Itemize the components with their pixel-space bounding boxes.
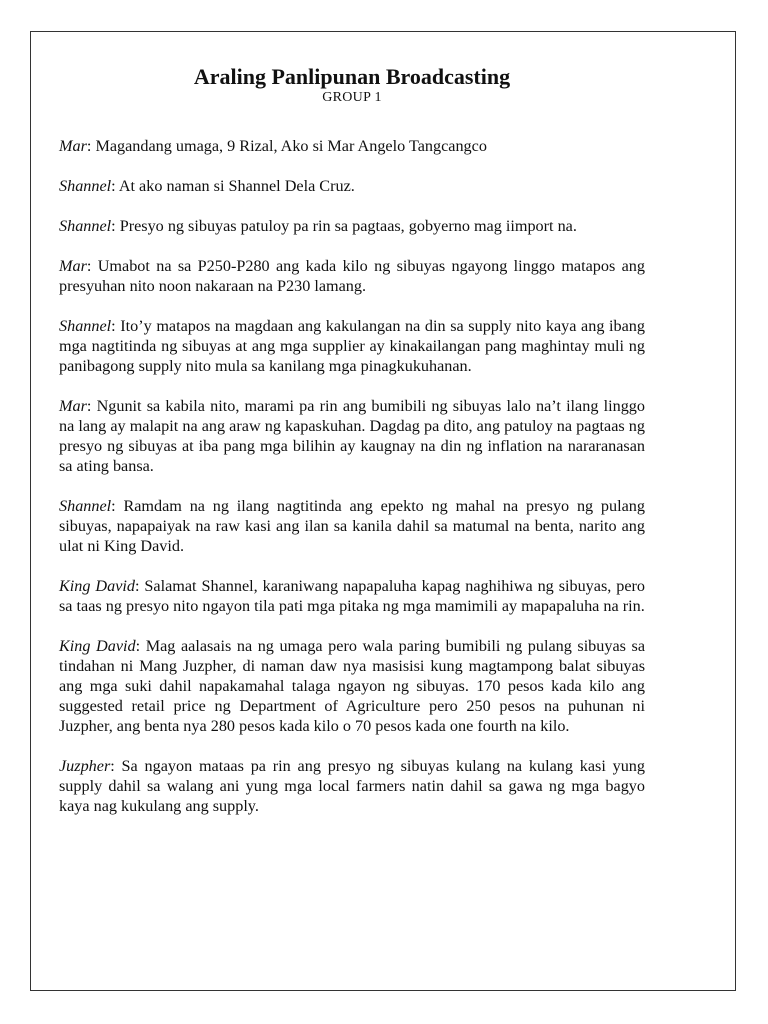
dialogue-paragraph	[59, 756, 645, 816]
dialogue-paragraph	[59, 496, 645, 556]
dialogue-text: Ngunit sa kabila nito, marami pa rin ang bumibili ng sibuyas lalo na’t ilang linggo na lang ay malapit na ang araw ng kapaskuhan. Dagdag pa dito, ang patuloy na pagtaas ng presyo ng sibuyas at iba pang mga bilihin ay kaugnay na din ng inflation na nararanasan sa ating bansa.	[59, 397, 645, 475]
speaker-name: Shannel	[59, 497, 112, 515]
speaker-name: Mar	[59, 257, 87, 275]
dialogue-text: Presyo ng sibuyas patuloy pa rin sa pagtaas, gobyerno mag iimport na.	[119, 217, 577, 235]
dialogue-paragraph	[59, 136, 645, 156]
speaker-separator: :	[135, 637, 146, 655]
document-title: Araling Panlipunan Broadcasting	[193, 64, 511, 89]
speaker-name: Shannel	[59, 217, 112, 235]
speaker-separator: :	[110, 757, 122, 775]
dialogue-paragraph	[59, 576, 645, 616]
speaker-separator: :	[111, 497, 124, 515]
speaker-separator: :	[111, 177, 119, 195]
document-subtitle: GROUP 1	[322, 90, 382, 105]
dialogue-text: Ramdam na ng ilang nagtitinda ang epekto ng mahal na presyo ng pulang sibuyas, napapaiyak na raw kasi ang ilan sa kanila dahil sa matumal na benta, narito ang ulat ni King David.	[59, 497, 645, 555]
dialogue-paragraph	[59, 256, 645, 296]
speaker-separator: :	[86, 257, 98, 275]
dialogue-paragraph	[59, 216, 645, 236]
speaker-name: King David	[59, 637, 136, 655]
dialogue-paragraph	[59, 316, 645, 376]
speaker-name: King David	[59, 577, 135, 595]
speaker-separator: :	[86, 137, 96, 155]
dialogue-text: At ako naman si Shannel Dela Cruz.	[118, 177, 355, 195]
dialogue-text: Salamat Shannel, karaniwang napapaluha kapag naghihiwa ng sibuyas, pero sa taas ng presyo nito ngayon tila pati mga pitaka ng mga mamimili ay mapapaluha na rin.	[59, 577, 645, 615]
speaker-name: Juzpher	[59, 757, 111, 775]
dialogue-text: Magandang umaga, 9 Rizal, Ako si Mar Angelo Tangcangco	[95, 137, 487, 155]
speaker-separator: :	[111, 317, 121, 335]
speaker-separator: :	[86, 397, 97, 415]
speaker-name: Mar	[59, 137, 87, 155]
dialogue-text: Mag aalasais na ng umaga pero wala paring bumibili ng pulang sibuyas sa tindahan ni Mang Juzpher, di naman daw nya masisisi kung magtampong balat sibuyas ang mga suki dahil napakamahal talaga ngayon ng sibuyas. 170 pesos kada kilo ang suggested retail price ng Department of Agriculture pero 250 pesos na puhunan ni Juzpher, ang benta nya 280 pesos kada kilo o 70 pesos kada one fourth na kilo.	[59, 637, 646, 735]
speaker-separator: :	[134, 577, 145, 595]
dialogue-text: Ito’y matapos na magdaan ang kakulangan na din sa supply nito kaya ang ibang mga nagtitinda ng sibuyas at ang mga supplier ay kinakailangan pang maghintay muli ng panibagong supply nito mula sa kanilang mga pinagkukuhanan.	[59, 317, 645, 375]
dialogue-text: Sa ngayon mataas pa rin ang presyo ng sibuyas kulang na kulang kasi yung supply dahil sa walang ani yung mga local farmers natin dahil sa gawa ng mga bagyo kaya nag kukulang ang supply.	[59, 757, 645, 815]
dialogue-text: Umabot na sa P250-P280 ang kada kilo ng sibuyas ngayong linggo matapos ang presyuhan nito noon nakaraan na P230 lamang.	[59, 257, 645, 295]
dialogue-paragraph	[59, 396, 645, 476]
speaker-separator: :	[111, 217, 120, 235]
document-content	[59, 52, 645, 836]
dialogue-paragraph	[59, 176, 645, 196]
dialogue-paragraph	[59, 636, 645, 736]
speaker-name: Shannel	[59, 177, 112, 195]
speaker-name: Shannel	[59, 317, 112, 335]
speaker-name: Mar	[59, 397, 87, 415]
